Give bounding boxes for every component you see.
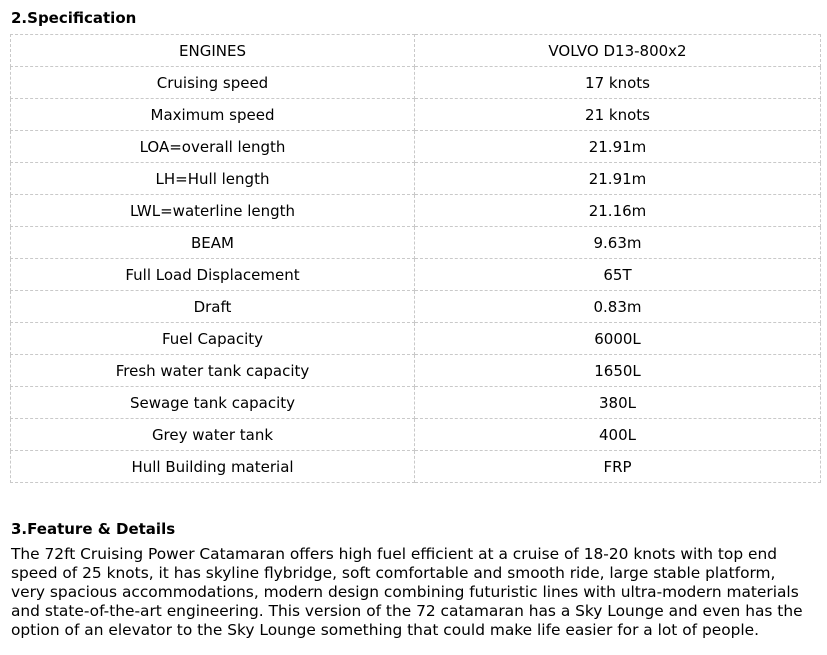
spec-label: Maximum speed xyxy=(11,99,415,131)
spec-value: 21.91m xyxy=(415,163,821,195)
table-row xyxy=(11,387,821,419)
table-row xyxy=(11,323,821,355)
specification-table xyxy=(10,34,821,483)
table-row xyxy=(11,227,821,259)
spec-value: 1650L xyxy=(415,355,821,387)
table-row xyxy=(11,195,821,227)
spec-value: FRP xyxy=(415,451,821,483)
spec-label: ENGINES xyxy=(11,35,415,67)
spec-label: Full Load Displacement xyxy=(11,259,415,291)
table-row xyxy=(11,451,821,483)
spec-value: VOLVO D13-800x2 xyxy=(415,35,821,67)
features-paragraph: The 72ft Cruising Power Catamaran offers high fuel efficient at a cruise of 18-20 knots with top end speed of 25 knots, it has skyline flybridge, soft comfortable and smooth ride, large stable platform, very spacious accommodations, modern design combining futuristic lines with ultra-modern materials and state-of-the-art engineering. This version of the 72 catamaran has a Sky Lounge and even has the option of an elevator to the Sky Lounge something that could make life easier for a lot of people. xyxy=(11,545,803,639)
spec-label: Fresh water tank capacity xyxy=(11,355,415,387)
table-row xyxy=(11,99,821,131)
table-row xyxy=(11,291,821,323)
spec-value: 17 knots xyxy=(415,67,821,99)
spec-value: 380L xyxy=(415,387,821,419)
features-heading: 3.Feature & Details xyxy=(11,520,176,538)
spec-label: Draft xyxy=(11,291,415,323)
spec-value: 21 knots xyxy=(415,99,821,131)
spec-label: LOA=overall length xyxy=(11,131,415,163)
table-row xyxy=(11,67,821,99)
spec-value: 9.63m xyxy=(415,227,821,259)
spec-value: 400L xyxy=(415,419,821,451)
specification-table-body xyxy=(11,35,821,483)
spec-label: Sewage tank capacity xyxy=(11,387,415,419)
spec-value: 21.16m xyxy=(415,195,821,227)
spec-label: Hull Building material xyxy=(11,451,415,483)
spec-value: 0.83m xyxy=(415,291,821,323)
table-row xyxy=(11,35,821,67)
spec-label: LH=Hull length xyxy=(11,163,415,195)
table-row xyxy=(11,419,821,451)
spec-label: BEAM xyxy=(11,227,415,259)
spec-label: LWL=waterline length xyxy=(11,195,415,227)
spec-label: Grey water tank xyxy=(11,419,415,451)
spec-value: 65T xyxy=(415,259,821,291)
table-row xyxy=(11,355,821,387)
spec-label: Fuel Capacity xyxy=(11,323,415,355)
specification-heading: 2.Specification xyxy=(11,9,137,27)
spec-label: Cruising speed xyxy=(11,67,415,99)
spec-value: 21.91m xyxy=(415,131,821,163)
spec-value: 6000L xyxy=(415,323,821,355)
table-row xyxy=(11,131,821,163)
table-row xyxy=(11,259,821,291)
table-row xyxy=(11,163,821,195)
